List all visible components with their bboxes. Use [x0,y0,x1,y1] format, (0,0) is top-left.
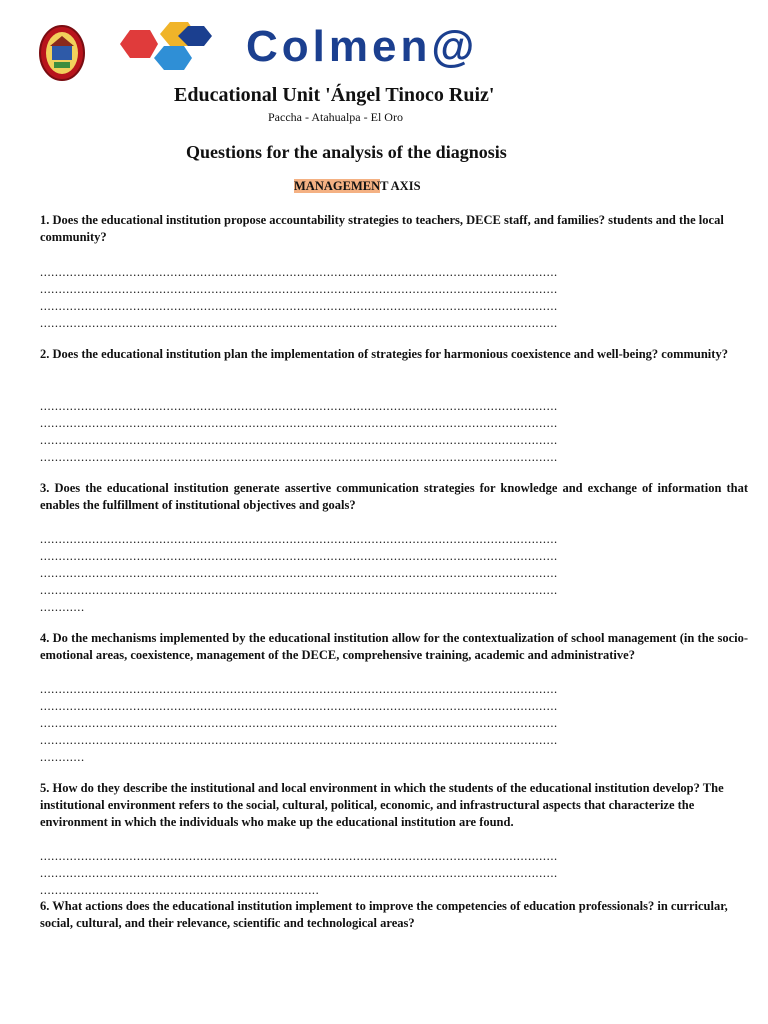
question-1: 1. Does the educational institution propose accountability strategies to teachers, DECE staff, and families? students and the local community? [40,213,724,244]
answer-line[interactable]: ........................................................................................................................................... [40,583,558,597]
answer-line[interactable]: ............ [40,750,85,764]
question-2: 2. Does the educational institution plan the implementation of strategies for harmonious coexistence and well-being? community? [40,347,728,361]
answer-lines-2[interactable] [40,398,762,466]
colmena-logo-text: Colmen@ [246,22,479,71]
header-logos [0,0,768,90]
question-3: 3. Does the educational institution generate assertive communication strategies for knowledge and exchange of information that enables the fulfillment of institutional objectives and goals? [40,481,748,512]
question-5: 5. How do they describe the institutional and local environment in which the students of the educational institution develop? The institutional environment refers to the social, cultural, political, economic, and infrastructural aspects that characterize the environment in which the individuals who make up the educational institution are found. [40,781,724,829]
hexagon-red-icon [120,30,158,58]
answer-line[interactable]: ........................................................................................................................................... [40,866,558,880]
page-heading: Questions for the analysis of the diagnosis [186,142,507,162]
answer-lines-4[interactable] [40,681,762,766]
answer-line[interactable]: ........................................................................................................................................... [40,716,558,730]
answer-line[interactable]: ........................................................................................................................................... [40,566,558,580]
answer-line[interactable]: ............ [40,600,85,614]
answer-lines-1[interactable] [40,264,762,332]
answer-line[interactable]: ........................................................................................................................................... [40,416,558,430]
answer-line[interactable]: ........................................................................................................................................... [40,733,558,747]
answer-line[interactable]: ........................................................................................................................................... [40,849,558,863]
answer-line[interactable]: ........................................................................................................................................... [40,282,558,296]
answer-line[interactable]: ........................................................................................................................................... [40,682,558,696]
axis-label [294,179,421,194]
answer-line[interactable]: ........................................................................................................................................... [40,265,558,279]
answer-lines-3[interactable] [40,531,762,616]
answer-line[interactable]: ........................................................................... [40,883,320,897]
question-4: 4. Do the mechanisms implemented by the educational institution allow for the contextualization of school management (in the socio-emotional areas, coexistence, management of the DECE, comprehensive training, academic and administrative? [40,631,748,662]
answer-line[interactable]: ........................................................................................................................................... [40,532,558,546]
axis-label-rest: T AXIS [380,179,421,193]
answer-line[interactable]: ........................................................................................................................................... [40,299,558,313]
question-6: 6. What actions does the educational institution implement to improve the competencies of education professionals? in curricular, social, cultural, and their relevance, scientific and technological areas? [40,899,728,930]
answer-line[interactable]: ........................................................................................................................................... [40,450,558,464]
answer-line[interactable]: ........................................................................................................................................... [40,549,558,563]
school-location: Paccha - Atahualpa - El Oro [268,110,403,124]
answer-lines-5[interactable] [40,848,762,899]
answer-line[interactable]: ........................................................................................................................................... [40,316,558,330]
answer-line[interactable]: ........................................................................................................................................... [40,699,558,713]
answer-line[interactable]: ........................................................................................................................................... [40,433,558,447]
answer-line[interactable]: ........................................................................................................................................... [40,399,558,413]
school-emblem-icon [38,24,86,82]
school-name: Educational Unit 'Ángel Tinoco Ruiz' [174,84,495,106]
axis-label-highlight: MANAGEMEN [294,179,381,193]
colmena-logo [118,16,598,74]
hexagon-blue-icon [154,46,192,70]
